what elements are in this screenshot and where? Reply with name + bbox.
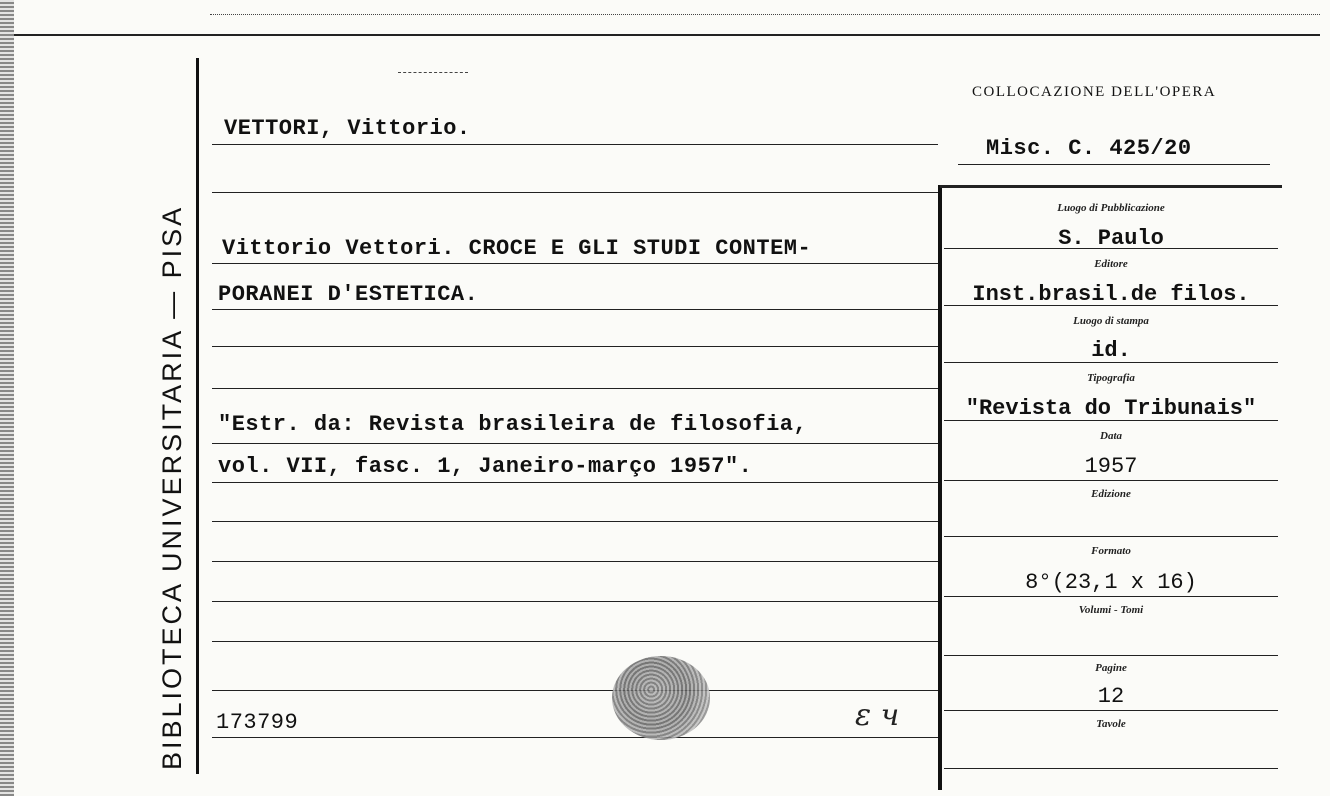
tipografia-label: Tipografia	[1087, 372, 1135, 384]
editore-label: Editore	[1094, 258, 1128, 270]
ruled-line	[212, 482, 938, 483]
ruled-line	[212, 737, 938, 738]
tavole-label: Tavole	[1096, 718, 1126, 730]
right-box-top	[940, 185, 1282, 188]
ruled-line-right	[944, 710, 1278, 711]
top-dotted-line	[210, 14, 1320, 15]
left-margin-rule	[196, 58, 199, 774]
volumi-label: Volumi - Tomi	[1078, 604, 1144, 616]
collocation-line	[958, 164, 1270, 165]
collocation-value: Misc. C. 425/20	[986, 136, 1192, 161]
editore-value: Inst.brasil.de filos.	[972, 282, 1250, 307]
pagine-value: 12	[1097, 684, 1125, 709]
ruled-line	[212, 192, 938, 193]
edizione-label: Edizione	[1091, 488, 1131, 500]
ruled-line-right	[944, 655, 1278, 656]
ruled-line-right	[944, 536, 1278, 537]
ruled-line	[212, 443, 938, 444]
luogo-stampa-label: Luogo di stampa	[1073, 315, 1149, 327]
formato-label: Formato	[1091, 545, 1131, 557]
tipografia-value: "Revista do Tribunais"	[965, 396, 1257, 421]
right-column-rule	[938, 185, 942, 790]
data-label: Data	[1100, 430, 1122, 442]
title-line-2: PORANEI D'ESTETICA.	[218, 282, 479, 307]
handwritten-mark: ε ч	[855, 698, 900, 733]
ruled-line	[212, 690, 938, 691]
ruled-line	[212, 309, 938, 310]
ruled-line	[212, 388, 938, 389]
ruled-line-right	[944, 768, 1278, 769]
ruled-line-right	[944, 596, 1278, 597]
card-edge	[0, 0, 14, 796]
ruled-line	[212, 144, 938, 145]
author-heading: VETTORI, Vittorio.	[224, 116, 471, 141]
dash-mark	[398, 72, 468, 73]
top-border	[14, 34, 1320, 36]
ruled-line	[212, 263, 938, 264]
luogo-stampa-value: id.	[1091, 338, 1131, 363]
note-line-2: vol. VII, fasc. 1, Janeiro-março 1957".	[218, 454, 753, 479]
note-line-1: "Estr. da: Revista brasileira de filosofia,	[218, 412, 808, 437]
institution-header: BIBLIOTECA UNIVERSITARIA — PISA	[157, 204, 187, 770]
ruled-line	[212, 561, 938, 562]
data-value: 1957	[1084, 454, 1138, 479]
title-line-1: Vittorio Vettori. CROCE E GLI STUDI CONTEM-	[222, 236, 812, 261]
ruled-line	[212, 521, 938, 522]
pagine-label: Pagine	[1095, 662, 1127, 674]
collocation-label: COLLOCAZIONE DELL'OPERA	[972, 84, 1217, 100]
ruled-line	[212, 641, 938, 642]
formato-value: 8°(23,1 x 16)	[1025, 570, 1197, 595]
inventory-number: 173799	[216, 710, 299, 735]
ruled-line	[212, 601, 938, 602]
luogo-pubblicazione-label: Luogo di Pubblicazione	[1057, 202, 1165, 214]
library-stamp	[612, 656, 710, 740]
ruled-line	[212, 346, 938, 347]
luogo-pubblicazione-value: S. Paulo	[1058, 226, 1164, 251]
ruled-line-right	[944, 480, 1278, 481]
